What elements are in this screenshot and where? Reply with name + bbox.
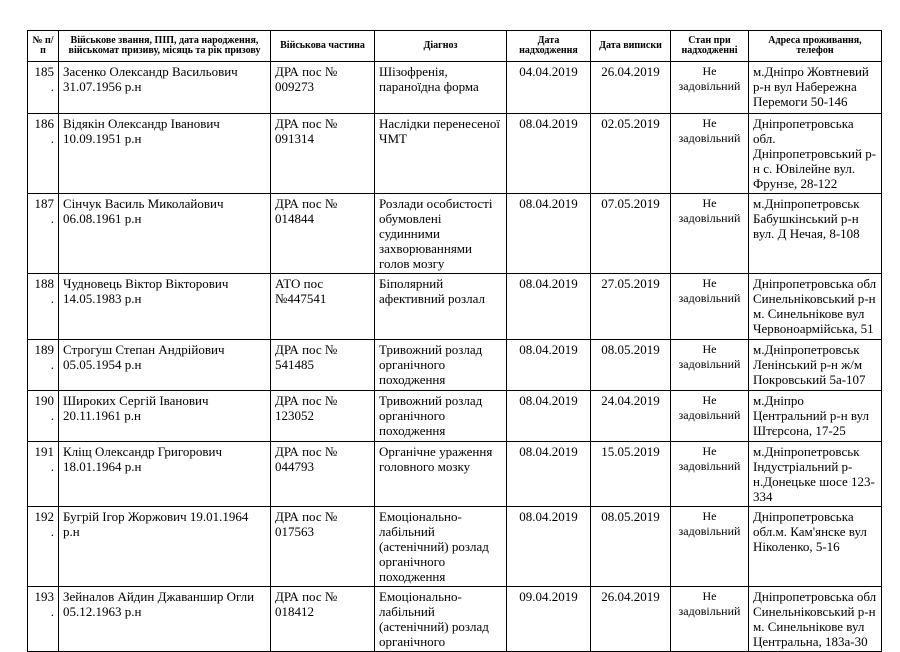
- row-admitted: 04.04.2019: [507, 62, 591, 114]
- header-person: Військове звання, ПІП, дата народження, військомат призиву, місяць та рік призову: [59, 31, 271, 62]
- row-admitted: 08.04.2019: [507, 507, 591, 587]
- header-unit: Військова частина: [271, 31, 375, 62]
- row-num: 192.: [28, 507, 59, 587]
- row-state: Не задовільний: [671, 442, 749, 507]
- row-person: Кліщ Олександр Григорович 18.01.1964 р.н: [59, 442, 271, 507]
- row-unit: ДРА пос № 018412: [271, 587, 375, 652]
- row-discharged: 08.05.2019: [591, 340, 671, 391]
- row-person: Широких Сергій Іванович 20.11.1961 р.н: [59, 391, 271, 442]
- row-admitted: 08.04.2019: [507, 340, 591, 391]
- row-person: Відякін Олександр Іванович 10.09.1951 р.н: [59, 114, 271, 194]
- row-address: Дніпропетровська обл Синельніковський р-н м. Синельнікове вул Червоноармійська, 51: [749, 274, 882, 340]
- table-row: [28, 274, 882, 340]
- row-address: м.Дніпропетровськ Ленінський р-н ж/м Покровський 5а-107: [749, 340, 882, 391]
- row-discharged: 08.05.2019: [591, 507, 671, 587]
- row-address: м.Дніпро Жовтневий р-н вул Набережна Перемоги 50-146: [749, 62, 882, 114]
- table-row: [28, 114, 882, 194]
- row-state: Не задовільний: [671, 194, 749, 274]
- row-address: м.Дніпропетровськ Індустріальний р-н.Донецьке шосе 123-334: [749, 442, 882, 507]
- row-unit: ДРА пос № 044793: [271, 442, 375, 507]
- row-address: Дніпропетровська обл Синельніковський р-н м. Синельнікове вул Центральна, 183а-30: [749, 587, 882, 652]
- table-header-row: [28, 31, 882, 62]
- row-admitted: 08.04.2019: [507, 391, 591, 442]
- row-num: 189.: [28, 340, 59, 391]
- row-state: Не задовільний: [671, 274, 749, 340]
- row-state: Не задовільний: [671, 587, 749, 652]
- row-state: Не задовільний: [671, 114, 749, 194]
- patients-table: [27, 30, 882, 652]
- row-admitted: 09.04.2019: [507, 587, 591, 652]
- row-num: 193.: [28, 587, 59, 652]
- row-diagnosis: Тривожний розлад органічного походження: [375, 340, 507, 391]
- row-num: 186.: [28, 114, 59, 194]
- row-person: Строгуш Степан Андрійович 05.05.1954 р.н: [59, 340, 271, 391]
- row-discharged: 26.04.2019: [591, 62, 671, 114]
- row-person: Сінчук Василь Миколайович 06.08.1961 р.н: [59, 194, 271, 274]
- row-address: м.Дніпропетровськ Бабушкінський р-н вул. Д Нечая, 8-108: [749, 194, 882, 274]
- row-diagnosis: Розлади особистості обумовлені судинними захворюваннями голов мозгу: [375, 194, 507, 274]
- row-discharged: 24.04.2019: [591, 391, 671, 442]
- table-row: [28, 194, 882, 274]
- table-row: [28, 391, 882, 442]
- row-unit: ДРА пос № 017563: [271, 507, 375, 587]
- row-num: 188.: [28, 274, 59, 340]
- row-discharged: 27.05.2019: [591, 274, 671, 340]
- table-row: [28, 587, 882, 652]
- row-discharged: 26.04.2019: [591, 587, 671, 652]
- row-person: Зейналов Айдин Джаваншир Огли 05.12.1963 р.н: [59, 587, 271, 652]
- header-address: Адреса проживання, телефон: [749, 31, 882, 62]
- row-unit: ДРА пос № 541485: [271, 340, 375, 391]
- row-unit: ДРА пос № 123052: [271, 391, 375, 442]
- row-address: м.Дніпро Центральний р-н вул Штєрсона, 17-25: [749, 391, 882, 442]
- header-discharged: Дата виписки: [591, 31, 671, 62]
- header-admitted: Дата надходження: [507, 31, 591, 62]
- row-state: Не задовільний: [671, 507, 749, 587]
- row-discharged: 02.05.2019: [591, 114, 671, 194]
- row-diagnosis: Органічне ураження головного мозку: [375, 442, 507, 507]
- row-num: 190.: [28, 391, 59, 442]
- row-num: 191.: [28, 442, 59, 507]
- table-row: [28, 340, 882, 391]
- header-state: Стан при надходженні: [671, 31, 749, 62]
- row-diagnosis: Емоціонально-лабільний (астенічний) розлад органічного походження: [375, 507, 507, 587]
- row-unit: АТО пос №447541: [271, 274, 375, 340]
- header-num: № п/п: [28, 31, 59, 62]
- row-person: Чудновець Віктор Вікторович 14.05.1983 р.н: [59, 274, 271, 340]
- row-discharged: 15.05.2019: [591, 442, 671, 507]
- row-diagnosis: Емоціонально-лабільний (астенічний) розлад органічного: [375, 587, 507, 652]
- row-diagnosis: Шізофренія, параноїдна форма: [375, 62, 507, 114]
- row-num: 187.: [28, 194, 59, 274]
- row-unit: ДРА пос № 014844: [271, 194, 375, 274]
- row-discharged: 07.05.2019: [591, 194, 671, 274]
- row-admitted: 08.04.2019: [507, 442, 591, 507]
- row-unit: ДРА пос № 091314: [271, 114, 375, 194]
- table-row: [28, 442, 882, 507]
- row-diagnosis: Біполярний афективний розлал: [375, 274, 507, 340]
- row-address: Дніпропетровська обл. Дніпропетровський р-н с. Ювілейне вул. Фрунзе, 28-122: [749, 114, 882, 194]
- header-diagnosis: Діагноз: [375, 31, 507, 62]
- row-admitted: 08.04.2019: [507, 194, 591, 274]
- table-row: [28, 62, 882, 114]
- row-admitted: 08.04.2019: [507, 274, 591, 340]
- row-address: Дніпропетровська обл.м. Кам'янске вул Ніколенко, 5-16: [749, 507, 882, 587]
- row-state: Не задовільний: [671, 340, 749, 391]
- row-admitted: 08.04.2019: [507, 114, 591, 194]
- table-row: [28, 507, 882, 587]
- row-state: Не задовільний: [671, 62, 749, 114]
- row-diagnosis: Тривожний розлад органічного походження: [375, 391, 507, 442]
- row-state: Не задовільний: [671, 391, 749, 442]
- row-diagnosis: Наслідки перенесеної ЧМТ: [375, 114, 507, 194]
- row-num: 185.: [28, 62, 59, 114]
- row-unit: ДРА пос № 009273: [271, 62, 375, 114]
- row-person: Засенко Олександр Васильович 31.07.1956 р.н: [59, 62, 271, 114]
- row-person: Бугрій Ігор Жоржович 19.01.1964 р.н: [59, 507, 271, 587]
